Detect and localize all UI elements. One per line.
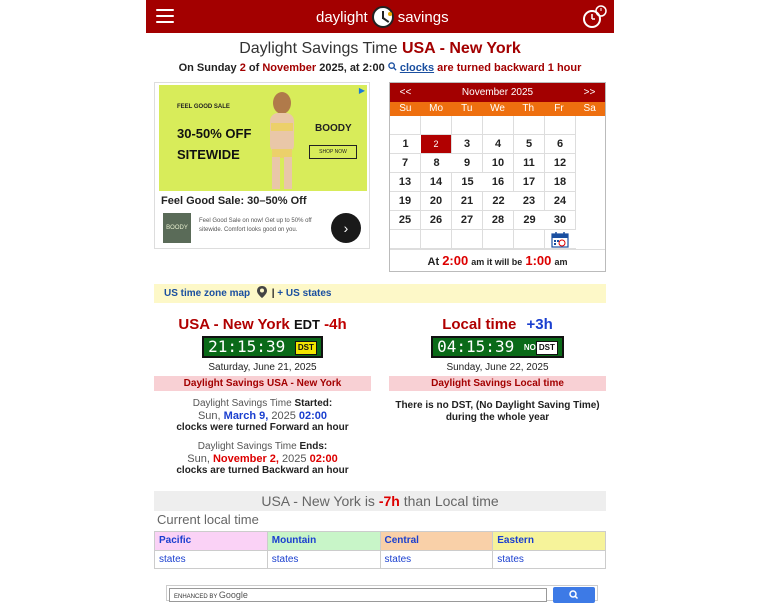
calendar xyxy=(389,82,606,272)
calendar-empty-cell xyxy=(452,116,483,135)
ad-image[interactable] xyxy=(159,85,367,191)
end-note: clocks are turned Backward an hour xyxy=(176,465,349,476)
us-zones-table xyxy=(154,531,606,569)
calendar-day[interactable]: 21 xyxy=(452,192,483,211)
calendar-day[interactable]: 24 xyxy=(545,192,576,211)
ad-shop-button[interactable]: SHOP NOW xyxy=(309,145,357,159)
calendar-next-button[interactable]: >> xyxy=(583,87,596,98)
chevron-right-icon[interactable]: › xyxy=(331,213,361,243)
dst-started-info xyxy=(154,398,371,434)
calendar-day[interactable]: 10 xyxy=(483,154,514,173)
calendar-day[interactable]: 23 xyxy=(514,192,545,211)
subtitle-text: , at xyxy=(343,62,360,74)
weekday-label: We xyxy=(490,103,505,114)
weekday-label: Fr xyxy=(554,103,564,114)
compare-text: USA - New York is xyxy=(261,493,375,509)
end-day: Sun, xyxy=(187,453,210,465)
footer-text: At xyxy=(427,256,440,268)
calendar-day[interactable]: 25 xyxy=(390,211,421,230)
zone-states-link[interactable]: states xyxy=(381,550,493,568)
local-name: Local time xyxy=(442,316,517,333)
calendar-day[interactable]: 26 xyxy=(421,211,452,230)
calendar-prev-button[interactable]: << xyxy=(399,87,412,98)
zone-name[interactable]: Central xyxy=(381,532,493,550)
footer-text: am it will be xyxy=(471,257,523,267)
ad-logo[interactable]: BOODY xyxy=(163,213,191,243)
menu-icon[interactable] xyxy=(156,9,174,23)
compare-text: than Local time xyxy=(403,493,499,509)
calendar-empty-cell xyxy=(483,116,514,135)
info-label-bold: Started: xyxy=(294,398,333,409)
calendar-footer xyxy=(390,249,605,271)
end-time: 02:00 xyxy=(309,453,338,465)
location-bar: Daylight Savings USA - New York xyxy=(154,376,371,391)
weekday-label: Mo xyxy=(429,103,444,114)
calendar-day[interactable]: 22 xyxy=(483,192,514,211)
start-time: 02:00 xyxy=(298,410,328,422)
clock-time: 04:15:39 xyxy=(437,337,515,356)
local-bar: Daylight Savings Local time xyxy=(389,376,606,391)
calendar-weekdays xyxy=(390,102,605,116)
calendar-day[interactable]: 16 xyxy=(483,173,514,192)
calendar-day[interactable]: 17 xyxy=(514,173,545,192)
calendar-day[interactable]: 19 xyxy=(390,192,421,211)
timezone-abbr: EDT xyxy=(293,317,320,332)
zone-name[interactable]: Eastern xyxy=(493,532,605,550)
weekday-label: Su xyxy=(399,103,412,114)
info-label: Daylight Savings Time xyxy=(197,441,297,452)
calendar-grid xyxy=(390,116,605,249)
zone-states-link[interactable]: states xyxy=(493,550,605,568)
ad-big-text: SITEWIDE xyxy=(177,147,240,162)
end-year: 2025 xyxy=(282,453,307,465)
search-icon xyxy=(388,62,397,71)
separator: | xyxy=(271,288,275,299)
calendar-empty-cell xyxy=(545,230,576,249)
calendar-empty-cell xyxy=(421,230,452,249)
zone-column xyxy=(493,532,605,568)
weekday-label: Tu xyxy=(461,103,473,114)
subtitle-month: November xyxy=(262,62,317,74)
no-dst-note: There is no DST, (No Daylight Saving Time) during the whole year xyxy=(395,400,600,423)
location-title xyxy=(154,314,371,336)
calendar-day[interactable]: 9 xyxy=(452,154,483,173)
zone-column xyxy=(268,532,381,568)
title-prefix: Daylight Savings Time xyxy=(239,40,398,57)
zone-states-link[interactable]: states xyxy=(155,550,267,568)
page xyxy=(146,0,614,600)
ad-small-text: FEEL GOOD SALE xyxy=(177,104,230,110)
calendar-day[interactable]: 6 xyxy=(545,135,576,154)
start-note: clocks were turned Forward an hour xyxy=(176,422,349,433)
local-date: Sunday, June 22, 2025 xyxy=(446,362,549,373)
start-date: March 9, xyxy=(223,410,269,422)
subtitle-time: 2:00 xyxy=(362,62,385,74)
start-year: 2025 xyxy=(271,410,296,422)
local-offset: +3h xyxy=(526,316,553,333)
ad-description: Feel Good Sale on now! Get up to 50% off sitewide. Comfort looks good on you. xyxy=(199,218,312,233)
calendar-day[interactable]: 27 xyxy=(452,211,483,230)
calendar-day[interactable]: 29 xyxy=(514,211,545,230)
us-states-link[interactable]: + US states xyxy=(277,288,332,299)
zone-name[interactable]: Mountain xyxy=(268,532,380,550)
calendar-day[interactable]: 1 xyxy=(390,135,421,154)
calendar-empty-cell xyxy=(483,230,514,249)
calendar-day[interactable]: 4 xyxy=(483,135,514,154)
calendar-empty-cell xyxy=(390,116,421,135)
footer-to-time: 1:00 xyxy=(525,253,552,268)
calendar-day[interactable]: 3 xyxy=(452,135,483,154)
clock-icon xyxy=(372,6,394,28)
dst-badge: DST xyxy=(536,341,558,355)
calendar-day[interactable]: 2 xyxy=(421,135,452,154)
location-clock xyxy=(202,336,323,358)
search-icon xyxy=(553,587,595,603)
calendar-day[interactable]: 15 xyxy=(452,173,483,192)
calendar-day[interactable]: 28 xyxy=(483,211,514,230)
calendar-day[interactable]: 18 xyxy=(545,173,576,192)
search-button[interactable] xyxy=(553,587,595,603)
page-title xyxy=(146,40,614,58)
ad-brand: BOODY xyxy=(315,123,352,134)
subtitle-text: of xyxy=(248,62,260,74)
clock-time: 21:15:39 xyxy=(208,337,286,356)
weekday-label: Th xyxy=(522,103,535,114)
page-subtitle xyxy=(146,62,614,74)
zone-name[interactable]: Pacific xyxy=(155,532,267,550)
zone-column xyxy=(381,532,494,568)
calendar-icon[interactable] xyxy=(551,232,569,248)
subtitle-day: 2 xyxy=(239,62,246,74)
title-location: USA - New York xyxy=(401,40,521,57)
location-column xyxy=(154,314,371,477)
dst-badge: DST xyxy=(295,341,317,355)
calendar-day[interactable]: 8 xyxy=(421,154,452,173)
calendar-day[interactable]: 7 xyxy=(390,154,421,173)
utc-offset: -4h xyxy=(324,316,347,333)
end-date: November 2, xyxy=(212,453,279,465)
zone-column xyxy=(155,532,268,568)
calendar-month-label: November 2025 xyxy=(461,87,534,98)
time-zone-map-link[interactable]: US time zone map xyxy=(164,288,251,299)
calendar-empty-cell xyxy=(390,230,421,249)
calendar-day[interactable]: 20 xyxy=(421,192,452,211)
calendar-day[interactable]: 14 xyxy=(421,173,452,192)
site-logo[interactable] xyxy=(316,5,449,29)
subtitle-text: On Sunday xyxy=(178,62,237,74)
local-clock xyxy=(431,336,564,358)
ad-headline[interactable]: Feel Good Sale: 30–50% Off xyxy=(161,195,307,207)
logo-text-right: savings xyxy=(397,8,449,26)
local-title xyxy=(389,314,606,336)
google-label: Google xyxy=(218,590,248,600)
location-date: Saturday, June 21, 2025 xyxy=(208,362,317,373)
time-difference xyxy=(154,491,606,511)
calendar-day[interactable]: 30 xyxy=(545,211,576,230)
footer-from-time: 2:00 xyxy=(442,253,469,268)
search-enhanced-label: ENHANCED BY xyxy=(174,594,218,600)
location-name: USA - New York xyxy=(178,316,290,333)
info-label: Daylight Savings Time xyxy=(192,398,292,409)
dst-ends-info xyxy=(154,441,371,477)
calendar-day[interactable]: 13 xyxy=(390,173,421,192)
calendar-day[interactable]: 11 xyxy=(514,154,545,173)
calendar-empty-cell xyxy=(514,230,545,249)
alarm-clock-icon[interactable] xyxy=(582,5,608,29)
calendar-empty-cell xyxy=(452,230,483,249)
search-box xyxy=(166,585,598,601)
no-label: NO xyxy=(523,343,536,352)
clocks-link[interactable]: clocks xyxy=(399,62,435,74)
ad-big-text: 30-50% OFF xyxy=(177,126,252,141)
subtitle-year: 2025 xyxy=(319,62,344,74)
calendar-day[interactable]: 5 xyxy=(514,135,545,154)
ad-model-image xyxy=(257,89,307,189)
current-local-heading: Current local time xyxy=(157,512,259,527)
subtitle-text: are turned backward 1 hour xyxy=(437,62,582,74)
start-day: Sun, xyxy=(197,410,221,422)
info-label-bold: Ends: xyxy=(299,441,328,452)
top-bar xyxy=(146,0,614,33)
map-pin-icon[interactable] xyxy=(257,286,267,298)
local-column xyxy=(389,314,606,424)
calendar-empty-cell xyxy=(421,116,452,135)
calendar-empty-cell xyxy=(545,116,576,135)
weekday-label: Sa xyxy=(583,103,596,114)
logo-text-left: daylight xyxy=(316,8,368,26)
calendar-empty-cell xyxy=(514,116,545,135)
zone-states-link[interactable]: states xyxy=(268,550,380,568)
calendar-day[interactable]: 12 xyxy=(545,154,576,173)
advertisement[interactable] xyxy=(154,82,370,249)
compare-diff: -7h xyxy=(378,493,400,509)
ad-choices-icon[interactable]: ▶ xyxy=(358,86,365,95)
map-bar xyxy=(154,284,606,303)
footer-text: am xyxy=(554,257,568,267)
